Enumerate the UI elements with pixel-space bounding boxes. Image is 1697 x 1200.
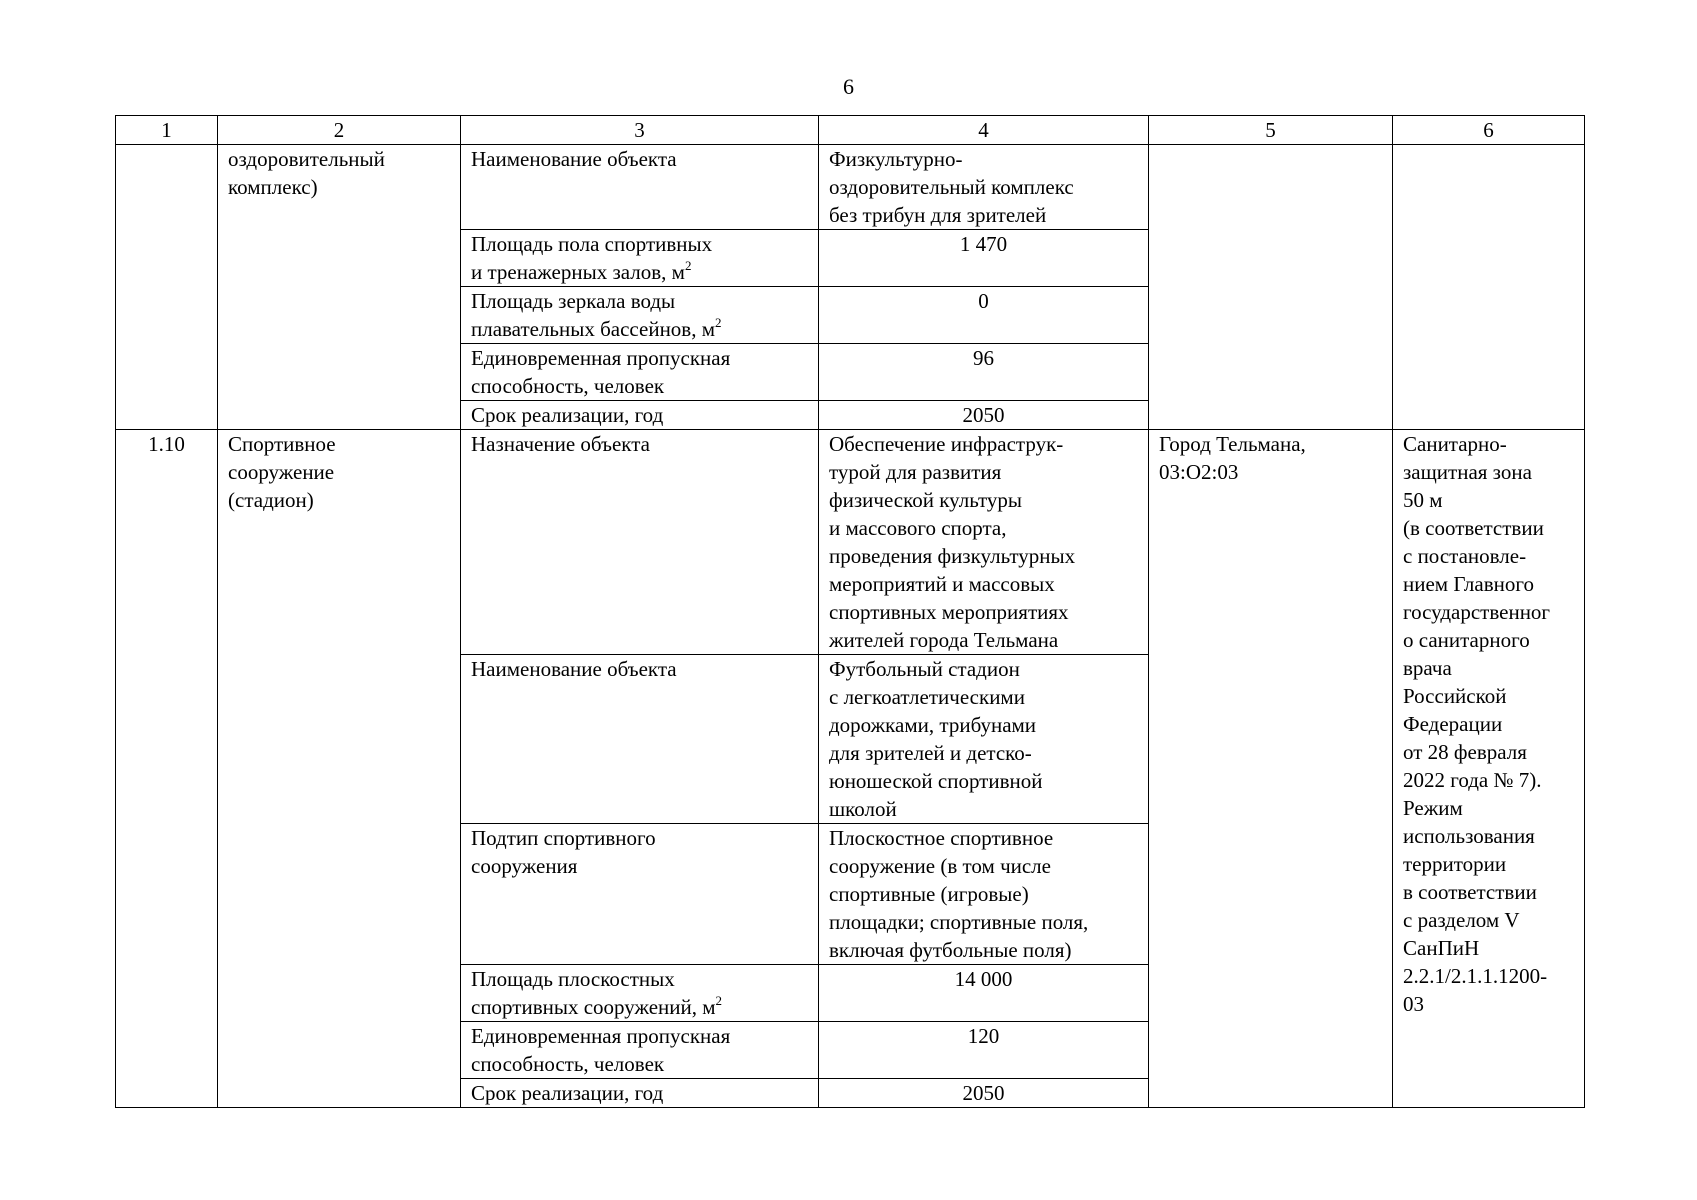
- header-col-4: 4: [819, 116, 1149, 145]
- param-label: Наименование объекта: [461, 145, 819, 230]
- object-zones: [1393, 145, 1585, 430]
- param-label: Площадь пола спортивных и тренажерных залов, $м^2$: [461, 230, 819, 287]
- page-number: 6: [843, 74, 854, 99]
- object-type: оздоровительный комплекс): [218, 145, 461, 430]
- table-row: [116, 430, 1585, 655]
- unit-superscript: 2: [715, 993, 723, 1008]
- header-col-1: 1: [116, 116, 218, 145]
- param-label: Срок реализации, год: [461, 1079, 819, 1108]
- param-value: 96: [819, 344, 1149, 401]
- object-zones: Санитарно- защитная зона 50 м (в соответствии с постановле- нием Главного государственног о санитарного врача Российской Федерации от 28 февраля 2022 года № 7). Режим использования территории в соответствии с разделом V СанПиН 2.2.1/2.1.1.1200- 03: [1393, 430, 1585, 1108]
- object-type: Спортивное сооружение (стадион): [218, 430, 461, 1108]
- header-col-3: 3: [461, 116, 819, 145]
- param-value: 120: [819, 1022, 1149, 1079]
- param-label: Наименование объекта: [461, 655, 819, 824]
- param-label: Срок реализации, год: [461, 401, 819, 430]
- param-value: 0: [819, 287, 1149, 344]
- param-label: Подтип спортивного сооружения: [461, 824, 819, 965]
- unit-superscript: 2: [684, 258, 692, 273]
- header-col-5: 5: [1149, 116, 1393, 145]
- param-value: 1 470: [819, 230, 1149, 287]
- table-row: [116, 145, 1585, 230]
- param-label: Назначение объекта: [461, 430, 819, 655]
- param-label: Единовременная пропускная способность, человек: [461, 1022, 819, 1079]
- param-value: 14 000: [819, 965, 1149, 1022]
- object-number: [116, 145, 218, 430]
- param-value: 2050: [819, 401, 1149, 430]
- header-row: [116, 116, 1585, 145]
- param-label: Площадь зеркала воды плавательных бассейнов, $м^2$: [461, 287, 819, 344]
- param-value: Физкультурно- оздоровительный комплекс без трибун для зрителей: [819, 145, 1149, 230]
- param-value: Обеспечение инфраструк- турой для развития физической культуры и массового спорта, проведения физкультурных мероприятий и массовых спортивных мероприятиях жителей города Тельмана: [819, 430, 1149, 655]
- header-col-2: 2: [218, 116, 461, 145]
- object-number: 1.10: [116, 430, 218, 1108]
- param-value: Плоскостное спортивное сооружение (в том числе спортивные (игровые) площадки; спортивные поля, включая футбольные поля): [819, 824, 1149, 965]
- param-label: Площадь плоскостных спортивных сооружений, $м^2$: [461, 965, 819, 1022]
- object-location: Город Тельмана, 03:O2:03: [1149, 430, 1393, 1108]
- header-col-6: 6: [1393, 116, 1585, 145]
- param-value: Футбольный стадион с легкоатлетическими дорожками, трибунами для зрителей и детско- юношеской спортивной школой: [819, 655, 1149, 824]
- object-location: [1149, 145, 1393, 430]
- planning-table: [115, 115, 1585, 1108]
- unit-superscript: 2: [715, 315, 722, 330]
- param-value: 2050: [819, 1079, 1149, 1108]
- param-label: Единовременная пропускная способность, человек: [461, 344, 819, 401]
